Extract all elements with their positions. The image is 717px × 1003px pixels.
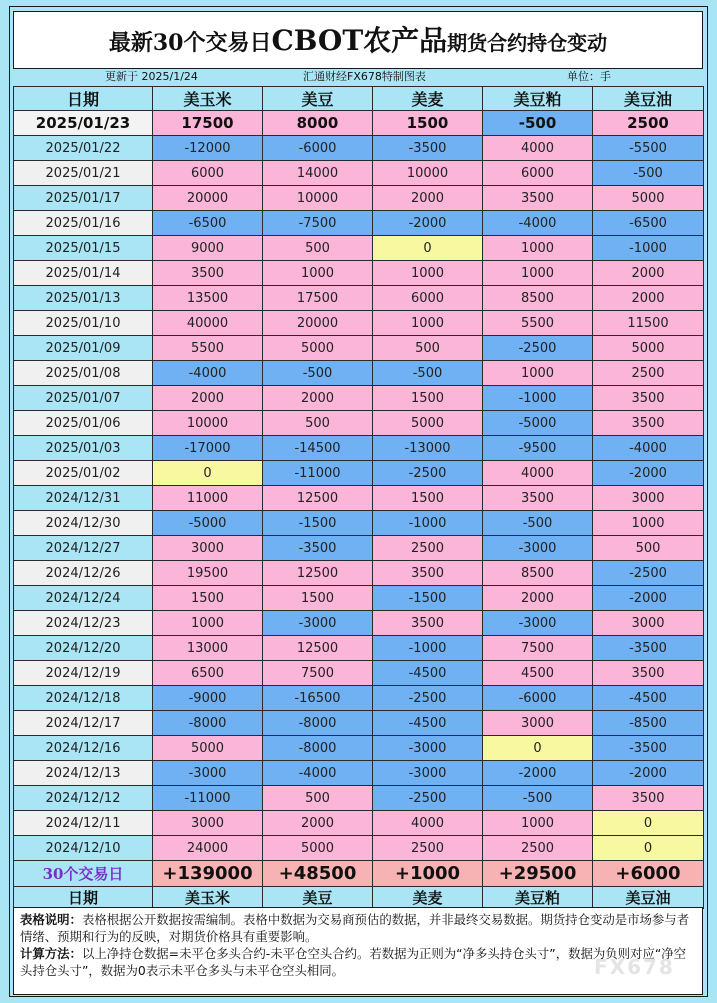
position-value: -3000	[373, 736, 483, 761]
position-value: -2000	[593, 586, 704, 611]
position-value: -4000	[593, 436, 704, 461]
table-row	[14, 261, 704, 286]
position-value: -2500	[593, 561, 704, 586]
position-value: 6000	[483, 161, 593, 186]
position-value: 5500	[483, 311, 593, 336]
row-date: 2025/01/02	[14, 461, 153, 486]
table-row	[14, 711, 704, 736]
row-date: 2024/12/17	[14, 711, 153, 736]
position-value: 3500	[153, 261, 263, 286]
column-header-wheat: 美麦	[373, 87, 483, 111]
position-value: -6000	[263, 136, 373, 161]
row-date: 2024/12/20	[14, 636, 153, 661]
position-value: 1000	[483, 811, 593, 836]
position-value: 3500	[373, 611, 483, 636]
position-value: 4000	[483, 461, 593, 486]
position-value: -13000	[373, 436, 483, 461]
footer-header-row	[14, 887, 704, 909]
notes-label-method: 计算方法：	[20, 946, 82, 961]
position-value: -6000	[483, 686, 593, 711]
position-value: -2000	[593, 461, 704, 486]
table-row	[14, 661, 704, 686]
table-row	[14, 236, 704, 261]
position-value: 6000	[373, 286, 483, 311]
position-value: 1500	[263, 586, 373, 611]
position-value: -500	[373, 361, 483, 386]
row-date: 2024/12/26	[14, 561, 153, 586]
position-value: -3000	[373, 761, 483, 786]
position-value: -500	[483, 786, 593, 811]
position-value: -9000	[153, 686, 263, 711]
position-value: 20000	[153, 186, 263, 211]
position-value: 3500	[593, 661, 704, 686]
column-header-date: 日期	[14, 87, 153, 111]
row-date: 2025/01/03	[14, 436, 153, 461]
watermark: FX678	[594, 955, 675, 979]
title-part1: 最新30个交易日	[108, 30, 272, 56]
table-row	[14, 486, 704, 511]
position-value: 6000	[153, 161, 263, 186]
position-value: 2500	[593, 361, 704, 386]
row-date: 2025/01/06	[14, 411, 153, 436]
position-value: 5000	[153, 736, 263, 761]
footer-header-soymeal: 美豆粕	[483, 887, 593, 909]
position-value: 1000	[483, 261, 593, 286]
position-value: 5000	[593, 186, 704, 211]
position-value: -3500	[263, 536, 373, 561]
table-row	[14, 836, 704, 861]
row-date: 2025/01/09	[14, 336, 153, 361]
position-value: 10000	[373, 161, 483, 186]
total-value: +6000	[593, 861, 704, 887]
position-value: 1500	[153, 586, 263, 611]
position-value: 2000	[483, 586, 593, 611]
position-value: 500	[593, 536, 704, 561]
table-row	[14, 211, 704, 236]
position-value: -3500	[373, 136, 483, 161]
position-value: -9500	[483, 436, 593, 461]
table-row	[14, 411, 704, 436]
position-value: 10000	[263, 186, 373, 211]
position-value: -14500	[263, 436, 373, 461]
table-row	[14, 761, 704, 786]
position-value: 17500	[263, 286, 373, 311]
position-value: -3000	[483, 536, 593, 561]
position-value: -1000	[483, 386, 593, 411]
position-value: -4000	[483, 211, 593, 236]
notes-text-description: 表格根据公开数据按需编制。表格中数据为交易商预估的数据，并非最终交易数据。期货持仓变动是市场参与者情绪、预期和行为的反映，对期货价格具有重要影响。	[20, 912, 690, 944]
footer-header-soybean: 美豆	[263, 887, 373, 909]
row-date: 2025/01/21	[14, 161, 153, 186]
position-value: -8000	[153, 711, 263, 736]
position-value: 2500	[373, 536, 483, 561]
position-value: 1000	[373, 311, 483, 336]
position-value: 4000	[483, 136, 593, 161]
unit-label: 单位：手	[567, 70, 611, 83]
position-value: 2000	[263, 811, 373, 836]
row-date: 2025/01/10	[14, 311, 153, 336]
position-value: 3000	[153, 811, 263, 836]
row-date: 2024/12/30	[14, 511, 153, 536]
position-value: 1500	[373, 486, 483, 511]
position-value: 500	[263, 786, 373, 811]
position-value: -1000	[373, 511, 483, 536]
position-value: -5000	[483, 411, 593, 436]
position-value: 3000	[593, 486, 704, 511]
position-value: 13500	[153, 286, 263, 311]
position-value: -500	[263, 361, 373, 386]
notes-label-description: 表格说明：	[20, 912, 82, 927]
row-date: 2024/12/11	[14, 811, 153, 836]
position-value: -11000	[153, 786, 263, 811]
position-value: 1000	[483, 236, 593, 261]
table-row	[14, 286, 704, 311]
position-value: 3500	[483, 186, 593, 211]
total-row	[14, 861, 704, 887]
position-value: 500	[263, 411, 373, 436]
position-value: 12500	[263, 636, 373, 661]
position-value: 2000	[263, 386, 373, 411]
position-value: 1500	[373, 111, 483, 136]
table-row	[14, 336, 704, 361]
position-value: 0	[373, 236, 483, 261]
position-value: -5000	[153, 511, 263, 536]
position-value: 2000	[153, 386, 263, 411]
row-date: 2025/01/08	[14, 361, 153, 386]
table-row	[14, 636, 704, 661]
position-value: -8500	[593, 711, 704, 736]
notes-text-method: 以上净持仓数据=未平仓多头合约-未平仓空头合约。若数据为正则为“净多头持仓头寸”，数据为负则对应“净空头持仓头寸”，数据为0表示未平仓多头与未平仓空头相同。	[20, 946, 687, 978]
position-value: -2500	[373, 686, 483, 711]
position-value: -16500	[263, 686, 373, 711]
table-row	[14, 436, 704, 461]
position-value: -17000	[153, 436, 263, 461]
table-row	[14, 461, 704, 486]
position-value: 1000	[263, 261, 373, 286]
position-value: -3000	[263, 611, 373, 636]
table-row	[14, 536, 704, 561]
position-value: 2000	[593, 286, 704, 311]
position-value: -8000	[263, 711, 373, 736]
position-value: 6500	[153, 661, 263, 686]
position-value: 5000	[263, 336, 373, 361]
position-value: -500	[483, 511, 593, 536]
position-value: 13000	[153, 636, 263, 661]
position-value: 2500	[593, 111, 704, 136]
position-value: -1500	[263, 511, 373, 536]
position-value: -1000	[593, 236, 704, 261]
position-value: 7500	[263, 661, 373, 686]
position-value: 3500	[483, 486, 593, 511]
positions-table	[13, 86, 704, 909]
position-value: 0	[593, 811, 704, 836]
position-value: 8500	[483, 561, 593, 586]
position-value: -4000	[153, 361, 263, 386]
position-value: 500	[263, 236, 373, 261]
column-header-soybean: 美豆	[263, 87, 373, 111]
position-value: -4500	[373, 711, 483, 736]
table-row	[14, 511, 704, 536]
position-value: 3500	[593, 411, 704, 436]
position-value: -2000	[593, 761, 704, 786]
position-value: -3000	[483, 611, 593, 636]
position-value: 12500	[263, 561, 373, 586]
position-value: 19500	[153, 561, 263, 586]
position-value: -8000	[263, 736, 373, 761]
position-value: 3500	[373, 561, 483, 586]
position-value: -2000	[373, 211, 483, 236]
table-row	[14, 161, 704, 186]
position-value: 8000	[263, 111, 373, 136]
position-value: 4500	[483, 661, 593, 686]
row-date: 2025/01/17	[14, 186, 153, 211]
position-value: -5500	[593, 136, 704, 161]
position-value: -3000	[153, 761, 263, 786]
table-row	[14, 186, 704, 211]
position-value: -6500	[153, 211, 263, 236]
position-value: 2000	[593, 261, 704, 286]
position-value: 20000	[263, 311, 373, 336]
position-value: -2500	[483, 336, 593, 361]
notes-box	[13, 907, 703, 995]
position-value: 7500	[483, 636, 593, 661]
table-row	[14, 311, 704, 336]
position-value: 11000	[153, 486, 263, 511]
row-date: 2025/01/23	[14, 111, 153, 136]
row-date: 2025/01/16	[14, 211, 153, 236]
position-value: -1500	[373, 586, 483, 611]
position-value: 17500	[153, 111, 263, 136]
position-value: -7500	[263, 211, 373, 236]
position-value: 5000	[373, 411, 483, 436]
position-value: 1000	[593, 511, 704, 536]
position-value: 0	[483, 736, 593, 761]
column-header-soyoil: 美豆油	[593, 87, 704, 111]
position-value: 5500	[153, 336, 263, 361]
position-value: 1500	[373, 386, 483, 411]
table-row	[14, 736, 704, 761]
page-title	[13, 11, 703, 69]
position-value: 24000	[153, 836, 263, 861]
position-value: 1000	[373, 261, 483, 286]
position-value: 3000	[483, 711, 593, 736]
position-value: 2000	[373, 186, 483, 211]
row-date: 2025/01/22	[14, 136, 153, 161]
row-date: 2024/12/31	[14, 486, 153, 511]
position-value: 0	[153, 461, 263, 486]
position-value: 12500	[263, 486, 373, 511]
title-part3: 期货合约持仓变动	[447, 31, 608, 55]
position-value: -2500	[373, 786, 483, 811]
total-label: 30个交易日	[14, 861, 153, 887]
position-value: 1000	[483, 361, 593, 386]
position-value: 5000	[593, 336, 704, 361]
table-row	[14, 561, 704, 586]
table-row	[14, 786, 704, 811]
position-value: -4500	[373, 661, 483, 686]
column-header-soymeal: 美豆粕	[483, 87, 593, 111]
footer-header-soyoil: 美豆油	[593, 887, 704, 909]
position-value: -6500	[593, 211, 704, 236]
total-value: +1000	[373, 861, 483, 887]
table-row	[14, 136, 704, 161]
updated-date: 更新于 2025/1/24	[105, 70, 198, 83]
header-row	[14, 87, 704, 111]
row-date: 2024/12/27	[14, 536, 153, 561]
table-body	[14, 111, 704, 861]
row-date: 2024/12/24	[14, 586, 153, 611]
footer-header-wheat: 美麦	[373, 887, 483, 909]
position-value: 2500	[373, 836, 483, 861]
position-value: 3000	[153, 536, 263, 561]
source-label: 汇通财经FX678特制图表	[303, 70, 426, 83]
row-date: 2025/01/15	[14, 236, 153, 261]
title-part2: CBOT农产品	[271, 24, 448, 57]
table-row	[14, 686, 704, 711]
row-date: 2025/01/07	[14, 386, 153, 411]
footer-header-date: 日期	[14, 887, 153, 909]
row-date: 2024/12/10	[14, 836, 153, 861]
position-value: -3500	[593, 636, 704, 661]
position-value: 1000	[153, 611, 263, 636]
position-value: -1000	[373, 636, 483, 661]
column-header-corn: 美玉米	[153, 87, 263, 111]
position-value: 3000	[593, 611, 704, 636]
position-value: -500	[593, 161, 704, 186]
row-date: 2024/12/16	[14, 736, 153, 761]
position-value: 3500	[593, 386, 704, 411]
position-value: -4500	[593, 686, 704, 711]
total-value: +48500	[263, 861, 373, 887]
table-row	[14, 611, 704, 636]
position-value: -11000	[263, 461, 373, 486]
row-date: 2024/12/12	[14, 786, 153, 811]
position-value: 3500	[593, 786, 704, 811]
position-value: 4000	[373, 811, 483, 836]
position-value: 8500	[483, 286, 593, 311]
row-date: 2024/12/19	[14, 661, 153, 686]
position-value: 9000	[153, 236, 263, 261]
position-value: 5000	[263, 836, 373, 861]
position-value: 500	[373, 336, 483, 361]
position-value: 0	[593, 836, 704, 861]
row-date: 2024/12/18	[14, 686, 153, 711]
table-row	[14, 586, 704, 611]
row-date: 2025/01/13	[14, 286, 153, 311]
position-value: -500	[483, 111, 593, 136]
position-value: -12000	[153, 136, 263, 161]
position-value: 10000	[153, 411, 263, 436]
position-value: 11500	[593, 311, 704, 336]
total-value: +29500	[483, 861, 593, 887]
row-date: 2024/12/13	[14, 761, 153, 786]
position-value: -2000	[483, 761, 593, 786]
position-value: -4000	[263, 761, 373, 786]
table-row	[14, 361, 704, 386]
position-value: -2500	[373, 461, 483, 486]
table-row	[14, 811, 704, 836]
total-value: +139000	[153, 861, 263, 887]
row-date: 2025/01/14	[14, 261, 153, 286]
position-value: 2500	[483, 836, 593, 861]
footer-header-corn: 美玉米	[153, 887, 263, 909]
table-row	[14, 386, 704, 411]
table-row	[14, 111, 704, 136]
position-value: -3500	[593, 736, 704, 761]
position-value: 40000	[153, 311, 263, 336]
position-value: 14000	[263, 161, 373, 186]
row-date: 2024/12/23	[14, 611, 153, 636]
